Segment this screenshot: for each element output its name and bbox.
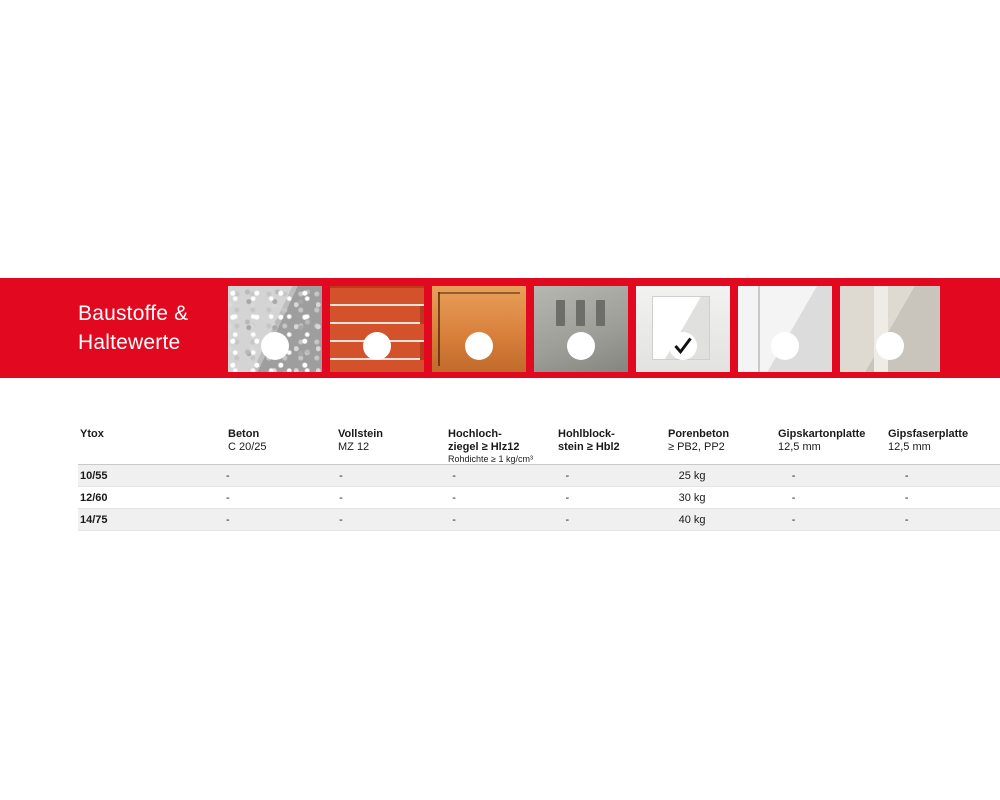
material-thumb-gipsfaserplatte[interactable] — [840, 286, 940, 372]
material-thumb-porenbeton[interactable] — [636, 286, 730, 372]
cell-porenbeton: 30 kg — [678, 491, 706, 504]
selector-dot-hochlochziegel[interactable] — [465, 332, 493, 360]
cell-vollstein: - — [339, 491, 343, 504]
cell-gipskartonplatte: - — [791, 469, 796, 482]
material-thumb-vollstein[interactable] — [330, 286, 424, 372]
material-thumb-beton[interactable] — [228, 286, 322, 372]
selector-dot-gipskartonplatte[interactable] — [771, 332, 799, 360]
table-row — [78, 487, 1000, 509]
column-header-ytox: Ytox — [80, 428, 104, 440]
selector-dot-gipsfaserplatte[interactable] — [876, 332, 904, 360]
column-header-beton: Beton C 20/25 — [228, 428, 267, 453]
cell-vollstein: - — [339, 469, 343, 482]
cell-beton: - — [226, 513, 230, 526]
material-thumb-hochlochziegel[interactable] — [432, 286, 526, 372]
selector-dot-vollstein[interactable] — [363, 332, 391, 360]
table-row — [78, 465, 1000, 487]
row-label: 12/60 — [80, 491, 108, 504]
cell-beton: - — [226, 469, 230, 482]
cell-hochlochziegel: - — [452, 491, 456, 504]
material-thumbnail-strip — [228, 286, 940, 372]
cell-hohlblockstein: - — [565, 491, 570, 504]
column-header-hohlblockstein: Hohlblock- stein ≥ Hbl2 — [558, 428, 620, 453]
cell-porenbeton: 40 kg — [678, 513, 706, 526]
banner-title-line2: Haltewerte — [78, 331, 181, 354]
cell-hohlblockstein: - — [565, 513, 570, 526]
table-row — [78, 509, 1000, 531]
cell-gipsfaserplatte: - — [904, 513, 909, 526]
table-header-row — [78, 418, 1000, 465]
selector-dot-beton[interactable] — [261, 332, 289, 360]
holding-values-table — [78, 418, 1000, 531]
cell-hohlblockstein: - — [565, 469, 570, 482]
banner-title-line1: Baustoffe & — [78, 302, 189, 325]
cell-gipskartonplatte: - — [791, 513, 796, 526]
selector-dot-hohlblockstein[interactable] — [567, 332, 595, 360]
cell-hochlochziegel: - — [452, 513, 456, 526]
column-header-vollstein: Vollstein MZ 12 — [338, 428, 384, 453]
material-thumb-gipskartonplatte[interactable] — [738, 286, 832, 372]
cell-gipsfaserplatte: - — [904, 491, 909, 504]
row-label: 14/75 — [80, 513, 108, 526]
cell-porenbeton: 25 kg — [678, 469, 706, 482]
cell-beton: - — [226, 491, 230, 504]
row-label: 10/55 — [80, 469, 108, 482]
banner-title — [0, 299, 238, 357]
check-icon — [673, 336, 693, 356]
column-header-hochlochziegel: Hochloch- ziegel ≥ Hlz12 Rohdichte ≥ 1 kg/cm³ — [448, 428, 533, 464]
cell-gipskartonplatte: - — [791, 491, 796, 504]
selector-dot-porenbeton[interactable] — [669, 332, 697, 360]
cell-gipsfaserplatte: - — [904, 469, 909, 482]
cell-hochlochziegel: - — [452, 469, 456, 482]
column-header-porenbeton: Porenbeton ≥ PB2, PP2 — [668, 428, 730, 453]
column-header-gipskartonplatte: Gipskartonplatte 12,5 mm — [778, 428, 866, 453]
column-header-gipsfaserplatte: Gipsfaserplatte 12,5 mm — [888, 428, 969, 453]
material-thumb-hohlblockstein[interactable] — [534, 286, 628, 372]
cell-vollstein: - — [339, 513, 343, 526]
